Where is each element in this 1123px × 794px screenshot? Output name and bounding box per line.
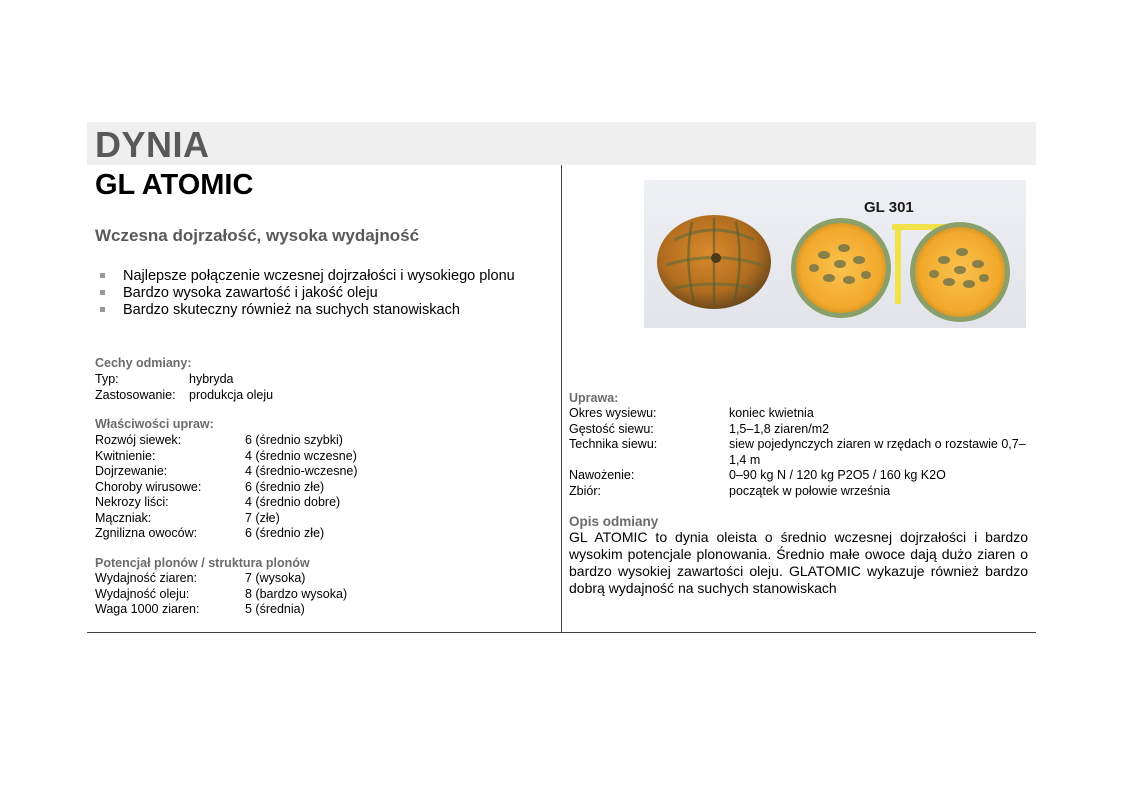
header-band <box>87 122 1036 165</box>
uprawa-row: Okres wysiewu: koniec kwietnia <box>569 406 814 420</box>
wlasciwosci-row: Nekrozy liści: 4 (średnio dobre) <box>95 495 341 509</box>
uprawa-row: Technika siewu: siew pojedynczych ziaren w rzędach o rozstawie 0,7–1,4 m <box>569 437 1026 467</box>
uprawa-heading: Uprawa: <box>569 391 619 405</box>
potencjal-table <box>95 571 415 618</box>
opis-heading: Opis odmiany <box>569 514 659 529</box>
wlasciwosci-row: Zgnilizna owoców: 6 (średnio złe) <box>95 526 325 540</box>
cechy-heading: Cechy odmiany: <box>95 356 192 370</box>
feature-item: Bardzo wysoka zawartość i jakość oleju <box>95 285 535 302</box>
potencjal-heading: Potencjał plonów / struktura plonów <box>95 556 310 570</box>
bullet-square-icon <box>100 290 105 295</box>
cechy-table <box>95 372 395 403</box>
wlasciwosci-row: Dojrzewanie: 4 (średnio-wczesne) <box>95 464 358 478</box>
bullet-square-icon <box>100 273 105 278</box>
cechy-row: Typ: hybryda <box>95 372 234 386</box>
wlasciwosci-row: Kwitnienie: 4 (średnio wczesne) <box>95 448 357 463</box>
uprawa-table <box>569 406 1029 499</box>
variety-tagline: Wczesna dojrzałość, wysoka wydajność <box>95 226 420 245</box>
uprawa-row: Nawożenie: 0–90 kg N / 120 kg P2O5 / 160 kg K2O <box>569 468 946 482</box>
column-divider <box>561 165 562 633</box>
wlasciwosci-row: Mączniak: 7 (złe) <box>95 510 280 525</box>
bullet-square-icon <box>100 307 105 312</box>
potencjal-row: Waga 1000 ziaren: 5 (średnia) <box>95 602 305 616</box>
feature-list <box>95 268 535 319</box>
photo-label: GL 301 <box>864 199 914 216</box>
pumpkin-illustration <box>644 180 1026 328</box>
uprawa-row: Zbiór: początek w połowie września <box>569 483 891 498</box>
feature-item: Bardzo skuteczny również na suchych stanowiskach <box>95 302 535 319</box>
wlasciwosci-row: Rozwój siewek: 6 (średnio szybki) <box>95 433 343 447</box>
wlasciwosci-row: Choroby wirusowe: 6 (średnio złe) <box>95 479 325 494</box>
uprawa-row: Gęstość siewu: 1,5–1,8 ziaren/m2 <box>569 421 830 436</box>
opis-text: GL ATOMIC to dynia oleista o średnio wczesnej dojrzałości i bardzo wysokim potencjale plonowania. Średnio małe owoce dają dużo ziaren o bardzo wysokiej zawartości oleju. GLATOMIC wykazuje również bardzo dobrą wydajność na suchych stanowiskach <box>569 529 1028 596</box>
wlasciwosci-heading: Właściwości upraw: <box>95 417 214 431</box>
bottom-rule <box>87 632 1036 633</box>
cechy-row: Zastosowanie: produkcja oleju <box>95 387 274 402</box>
potencjal-row: Wydajność oleju: 8 (bardzo wysoka) <box>95 586 348 601</box>
crop-title: DYNIA <box>95 124 210 165</box>
pumpkin-photo <box>644 180 1026 328</box>
feature-item: Najlepsze połączenie wczesnej dojrzałości i wysokiego plonu <box>95 268 535 285</box>
potencjal-row: Wydajność ziaren: 7 (wysoka) <box>95 571 306 585</box>
variety-name: GL ATOMIC <box>95 169 254 201</box>
wlasciwosci-table <box>95 433 415 542</box>
